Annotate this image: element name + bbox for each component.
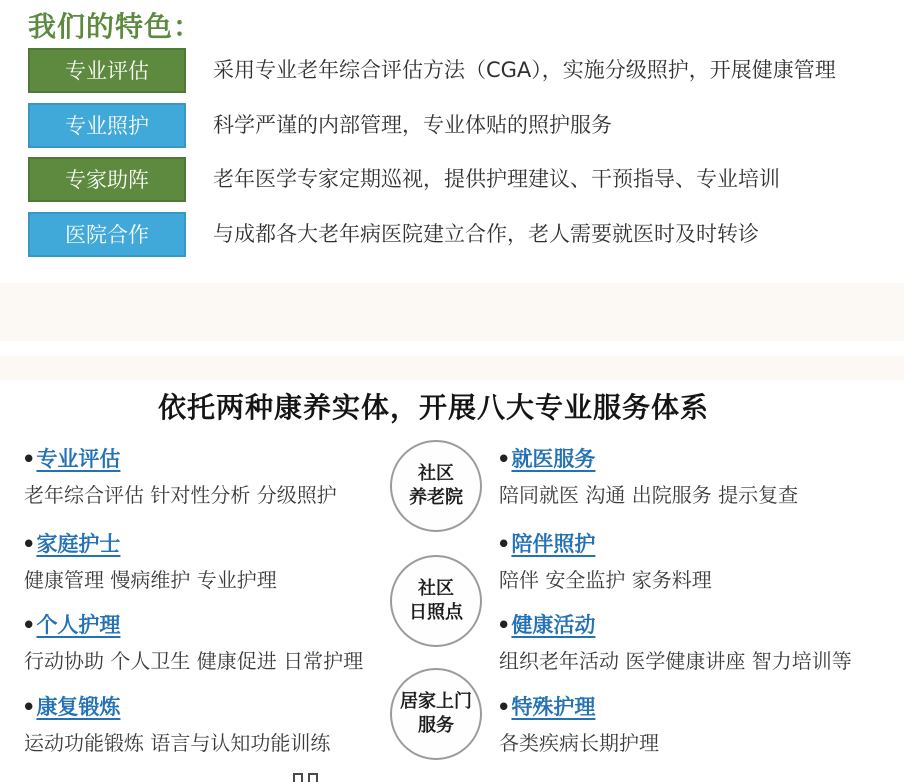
service-heading [22,528,120,558]
service-heading [22,691,120,721]
service-link-medical-visit[interactable]: 就医服务 [511,447,596,471]
bullet-dot: • [497,532,511,556]
bullet-dot: • [22,532,36,556]
service-desc-personal-care: 行动协助 个人卫生 健康促进 日常护理 [24,649,364,673]
feature-row-hospital [0,212,904,257]
entity-circle-home-visit [390,668,482,760]
background-tint-band [0,283,904,341]
feature-tag-hospital: 医院合作 [28,212,186,257]
service-heading [22,443,120,473]
feature-desc-hospital: 与成都各大老年病医院建立合作，老人需要就医时及时转诊 [213,222,759,246]
feature-desc-assessment: 采用专业老年综合评估方法（CGA），实施分级照护，开展健康管理 [213,58,836,82]
feature-desc-care: 科学严谨的内部管理，专业体贴的照护服务 [213,113,612,137]
entity-circle-community-daycare [390,555,482,647]
entity-circle-line: 日照点 [409,602,463,623]
feature-row-care [0,103,904,148]
entity-circle-line: 服务 [418,715,454,736]
entity-circle-line: 社区 [418,577,454,599]
service-heading [497,443,595,473]
feature-row-assessment [0,48,904,93]
bullet-dot: • [22,447,36,471]
bullet-dot: • [497,695,511,719]
service-link-special-care[interactable]: 特殊护理 [511,695,596,719]
service-desc-assessment: 老年综合评估 针对性分析 分级照护 [24,483,337,507]
service-link-rehab[interactable]: 康复锻炼 [36,695,121,719]
service-link-personal-care[interactable]: 个人护理 [36,613,121,637]
service-heading [497,528,595,558]
service-item-home-nurse [22,528,382,598]
cutoff-text-fragment [293,773,327,782]
service-item-special-care [497,691,867,761]
feature-tag-assessment: 专业评估 [28,48,186,93]
service-heading [497,691,595,721]
service-item-rehab [22,691,392,761]
bullet-dot: • [497,613,511,637]
bullet-dot: • [22,695,36,719]
service-item-personal-care [22,609,382,679]
service-heading [22,609,120,639]
service-desc-health-activities: 组织老年活动 医学健康讲座 智力培训等 [499,649,852,673]
service-desc-home-nurse: 健康管理 慢病维护 专业护理 [24,568,277,592]
service-link-companion-care[interactable]: 陪伴照护 [511,532,596,556]
bullet-dot: • [497,447,511,471]
service-item-health-activities [497,609,857,679]
service-desc-companion-care: 陪伴 安全监护 家务料理 [499,568,712,592]
entity-circle-line: 社区 [418,462,454,484]
service-item-companion-care [497,528,857,598]
background-tint-band [0,356,904,380]
entity-circle-line: 养老院 [409,487,463,508]
feature-tag-care: 专业照护 [28,103,186,148]
feature-row-experts [0,157,904,202]
service-link-health-activities[interactable]: 健康活动 [511,613,596,637]
service-link-home-nurse[interactable]: 家庭护士 [36,532,121,556]
features-title: 我们的特色： [28,10,203,43]
entity-circle-line: 居家上门 [400,690,472,712]
service-link-assessment[interactable]: 专业评估 [36,447,121,471]
bullet-dot: • [22,613,36,637]
service-heading [497,609,595,639]
services-title: 依托两种康养实体，开展八大专业服务体系 [158,391,710,424]
service-item-assessment [22,443,382,513]
service-desc-special-care: 各类疾病长期护理 [499,731,659,755]
feature-desc-experts: 老年医学专家定期巡视，提供护理建议、干预指导、专业培训 [213,167,780,191]
feature-tag-experts: 专家助阵 [28,157,186,202]
service-desc-rehab: 运动功能锻炼 语言与认知功能训练 [24,731,331,755]
service-item-medical-visit [497,443,857,513]
entity-circle-community-nursing-home [390,440,482,532]
service-desc-medical-visit: 陪同就医 沟通 出院服务 提示复查 [499,483,799,507]
